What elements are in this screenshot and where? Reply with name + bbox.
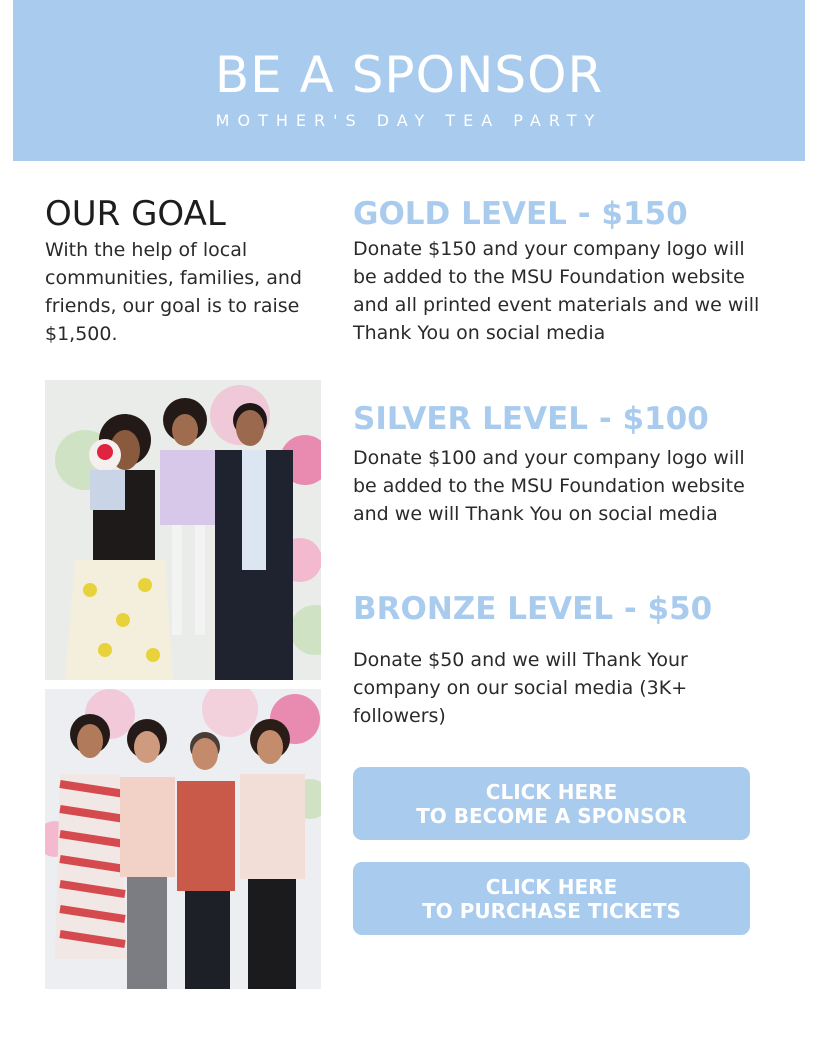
- goal-description: With the help of local communities, families, and friends, our goal is to raise $1,500.: [45, 239, 302, 345]
- silver-level: [353, 400, 773, 528]
- goal-heading: OUR GOAL: [45, 194, 226, 234]
- gold-level-title: GOLD LEVEL - $150: [353, 196, 688, 232]
- family-photo: [45, 380, 321, 680]
- silver-level-title: SILVER LEVEL - $100: [353, 401, 709, 437]
- group-photo-image: [45, 689, 321, 989]
- gold-level-description: Donate $150 and your company logo will be added to the MSU Foundation website and all printed event materials and we will Thank You on social media: [353, 238, 760, 344]
- become-sponsor-button-line1: CLICK HERE: [485, 779, 618, 804]
- silver-level-description: Donate $100 and your company logo will be added to the MSU Foundation website and we will Thank You on social media: [353, 447, 745, 525]
- group-photo: [45, 689, 321, 989]
- purchase-tickets-button-line1: CLICK HERE: [485, 874, 618, 899]
- become-sponsor-button[interactable]: [353, 767, 750, 840]
- bronze-level-title: BRONZE LEVEL - $50: [353, 591, 713, 627]
- purchase-tickets-button-line2: TO PURCHASE TICKETS: [422, 898, 681, 923]
- gold-level: [353, 195, 773, 347]
- purchase-tickets-button[interactable]: [353, 862, 750, 935]
- header-banner: [13, 0, 805, 161]
- become-sponsor-button-line2: TO BECOME A SPONSOR: [416, 803, 687, 828]
- bronze-level: [353, 590, 773, 730]
- page-subtitle: MOTHER'S DAY TEA PARTY: [215, 111, 603, 130]
- family-photo-image: [45, 380, 321, 680]
- page-title: BE A SPONSOR: [214, 46, 604, 104]
- bronze-level-description: Donate $50 and we will Thank Your company on our social media (3K+ followers): [353, 649, 688, 727]
